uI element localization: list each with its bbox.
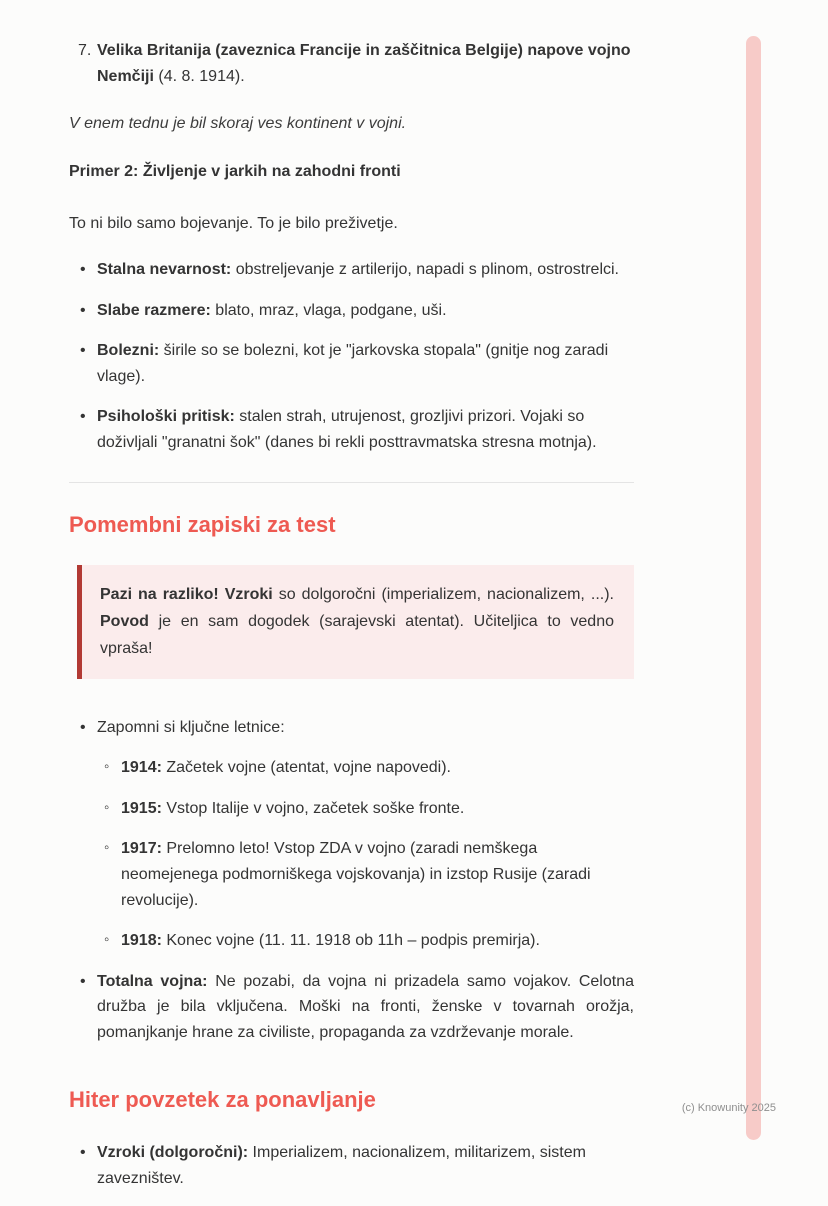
- bold-lead: Totalna vojna:: [97, 972, 208, 990]
- bullet-icon: •: [80, 718, 86, 736]
- sub-list-item: [93, 928, 634, 954]
- normal-text: Prelomno leto! Vstop ZDA v vojno (zaradi nemškega neomejenega podmorniškega vojskovanja) in izstop Rusije (zaradi revolucije).: [121, 840, 591, 909]
- normal-text: Vstop Italije v vojno, začetek soške fronte.: [161, 799, 465, 817]
- numbered-list-item-7: [69, 38, 634, 91]
- normal-text: Imperializem, nacionalizem, militarizem, sistem zavezništev.: [97, 1144, 586, 1187]
- normal-text: Ne pozabi, da vojna ni prizadela samo vojakov. Celotna družba je bila vključena. Moški na fronti, ženske v tovarnah orožja, pomanjkanje hrane za civiliste, propaganda za vzdrževanje morale.: [97, 972, 635, 1042]
- bullet-list-razmere: [69, 257, 634, 456]
- list-item: [69, 715, 634, 741]
- callout-text: [100, 581, 614, 663]
- sub-list-item: [93, 755, 634, 781]
- bold-lead: 1918:: [121, 932, 162, 950]
- bullet-icon: •: [80, 260, 86, 278]
- list-item: [69, 338, 634, 389]
- paragraph-prezivetje: To ni bilo samo bojevanje. To je bilo preživetje.: [69, 214, 398, 232]
- normal-text: stalen strah, utrujenost, grozljivi prizori. Vojaki so doživljali "granatni šok" (danes bi rekli posttravmatska stresna motnja).: [97, 408, 597, 451]
- bold-lead: Psihološki pritisk:: [97, 408, 235, 426]
- section-divider: [69, 482, 634, 483]
- subheading-primer-2: Primer 2: Življenje v jarkih na zahodni fronti: [69, 163, 401, 181]
- bold-lead: Bolezni:: [97, 342, 160, 360]
- sub-bullet-icon: ◦: [104, 839, 110, 857]
- callout-box: [77, 565, 634, 679]
- watermark-knowunity: (c) Knowunity 2025: [681, 1102, 776, 1114]
- bold-lead: 1914:: [121, 759, 162, 777]
- italic-note: V enem tednu je bil skoraj ves kontinent v vojni.: [69, 114, 407, 132]
- bold-lead: Stalna nevarnost:: [97, 260, 232, 278]
- normal-text: obstreljevanje z artilerijo, napadi s plinom, ostrostrelci.: [231, 260, 619, 278]
- list-item-text: [97, 38, 634, 91]
- bullet-text: [97, 298, 634, 324]
- bullet-list-zapiski: [69, 715, 634, 1046]
- bullet-icon: •: [80, 301, 86, 319]
- sub-bullet-list-letnice: [69, 755, 634, 954]
- bold-lead: Vzroki (dolgoročni):: [97, 1144, 249, 1162]
- heading-pomembni-zapiski: Pomembni zapiski za test: [69, 511, 336, 537]
- bold-text: Povod: [100, 613, 149, 631]
- bullet-text: [121, 928, 634, 954]
- page-edge-stripe: [746, 36, 761, 1140]
- bold-text: Pazi na razliko! Vzroki: [100, 586, 273, 604]
- bold-lead: Slabe razmere:: [97, 301, 211, 319]
- bullet-text: [121, 836, 634, 913]
- list-item: [69, 298, 634, 324]
- bullet-text: Zapomni si ključne letnice:: [97, 718, 285, 736]
- normal-text: blato, mraz, vlaga, podgane, uši.: [210, 301, 447, 319]
- sub-list-item: [93, 796, 634, 822]
- normal-text: Začetek vojne (atentat, vojne napovedi).: [161, 759, 451, 777]
- list-item: [69, 257, 634, 283]
- sub-bullet-icon: ◦: [104, 931, 110, 949]
- normal-text: širile so se bolezni, kot je "jarkovska stopala" (gnitje nog zaradi vlage).: [97, 342, 609, 385]
- normal-text: je en sam dogodek (sarajevski atentat). Učiteljica to vedno vpraša!: [100, 613, 614, 658]
- bullet-text: [97, 338, 634, 389]
- bullet-text: [97, 969, 634, 1046]
- bullet-icon: •: [80, 1144, 86, 1162]
- normal-text: (4. 8. 1914).: [153, 68, 245, 86]
- bullet-text: [121, 796, 634, 822]
- bullet-text: [97, 257, 634, 283]
- list-item-totalna-vojna: [69, 969, 634, 1046]
- sub-bullet-icon: ◦: [104, 798, 110, 816]
- list-item-vzroki: [69, 1140, 634, 1191]
- bullet-text: [97, 1140, 634, 1191]
- list-item: [69, 404, 634, 455]
- bullet-text: [97, 404, 634, 455]
- bullet-icon: •: [80, 972, 86, 990]
- list-number: 7.: [78, 42, 92, 59]
- heading-hiter-povzetek: Hiter povzetek za ponavljanje: [69, 1086, 376, 1112]
- bold-text: Velika Britanija (zaveznica Francije in zaščitnica Belgije) napove vojno Nemčiji: [97, 42, 631, 86]
- bullet-icon: •: [80, 408, 86, 426]
- sub-list-item: [93, 836, 634, 913]
- bold-lead: 1917:: [121, 840, 162, 858]
- normal-text: Konec vojne (11. 11. 1918 ob 11h – podpis premirja).: [161, 932, 540, 950]
- normal-text: so dolgoročni (imperializem, nacionalizem, ...).: [272, 586, 614, 604]
- bold-lead: 1915:: [121, 799, 162, 817]
- document-content: [69, 0, 634, 1206]
- bullet-icon: •: [80, 342, 86, 360]
- bullet-text: [121, 755, 634, 781]
- sub-bullet-icon: ◦: [104, 758, 110, 776]
